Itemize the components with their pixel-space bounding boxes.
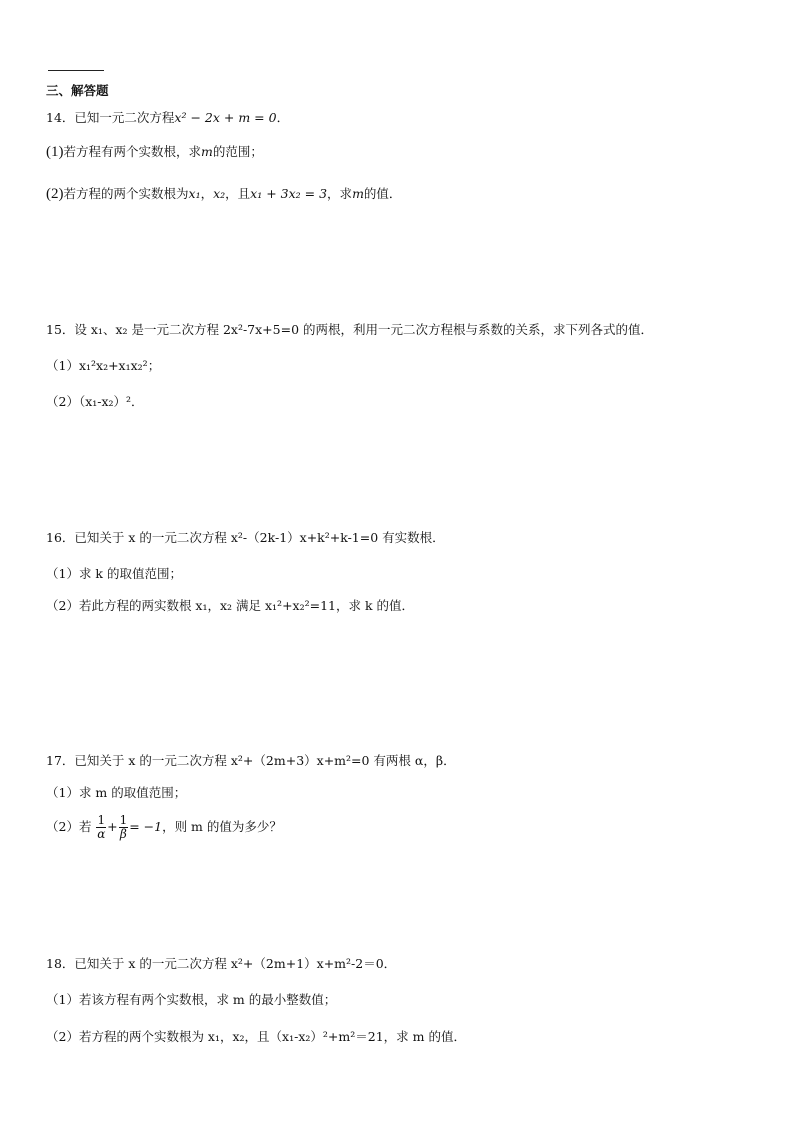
problem-number: 14． xyxy=(46,110,75,125)
fraction-denominator: α xyxy=(97,827,106,841)
fraction-numerator: 1 xyxy=(119,813,128,827)
problem-14-q2 xyxy=(46,186,401,202)
question-label: (1) xyxy=(46,144,64,160)
problem-17-stem xyxy=(46,753,456,769)
fraction-one-over-alpha xyxy=(96,814,106,841)
fraction-numerator: 1 xyxy=(97,813,106,827)
problem-text: 已知一元二次方程 xyxy=(74,110,175,125)
problem-16-q2: （2）若此方程的两实数根 x₁，x₂ 满足 x₁²+x₂²=11，求 k 的值． xyxy=(46,598,415,613)
question-text: ，且 xyxy=(225,186,251,201)
question-text: 若方程有两个实数根，求 xyxy=(63,144,202,159)
problem-text: 已知关于 x 的一元二次方程 x²-（2k-1）x+k²+k-1=0 有实数根． xyxy=(74,530,445,545)
question-text: 的范围； xyxy=(212,144,263,159)
variable: x₂ xyxy=(213,186,226,201)
variable: x₁ xyxy=(188,186,201,201)
section-title: 三、解答题 xyxy=(46,83,109,98)
problem-text: 已知关于 x 的一元二次方程 x²+（2m+1）x+m²-2＝0． xyxy=(74,956,397,971)
punctuation: ， xyxy=(200,186,214,201)
problem-18-q2: （2）若方程的两个实数根为 x₁，x₂，且（x₁-x₂）²+m²＝21，求 m 的值． xyxy=(46,1029,466,1044)
problem-number: 17． xyxy=(46,753,75,768)
top-rule xyxy=(48,70,104,71)
variable: m xyxy=(352,186,364,201)
question-text: ，则 m 的值为多少？ xyxy=(162,819,282,834)
problem-14-q1 xyxy=(46,144,263,160)
plus-sign: + xyxy=(107,819,118,834)
problem-16-q1: （1）求 k 的取值范围； xyxy=(46,566,182,581)
question-label: (2) xyxy=(46,186,64,202)
problem-text: 设 x₁、x₂ 是一元二次方程 2x²-7x+5=0 的两根，利用一元二次方程根与系数的关系，求下列各式的值． xyxy=(74,322,654,337)
problem-15-stem xyxy=(46,322,653,338)
variable: m xyxy=(201,144,213,159)
fraction-one-over-beta xyxy=(119,814,129,841)
problem-17-q2 xyxy=(46,812,282,842)
problem-text: 已知关于 x 的一元二次方程 x²+（2m+3）x+m²=0 有两根 α，β． xyxy=(74,753,456,768)
question-text: 若方程的两个实数根为 xyxy=(63,186,189,201)
problem-17-q1: （1）求 m 的取值范围； xyxy=(46,785,187,800)
problem-number: 15． xyxy=(46,322,75,337)
problem-15-q2: （2）（x₁-x₂）²． xyxy=(46,394,144,409)
question-text: （2）若 xyxy=(46,819,92,834)
punctuation: ． xyxy=(276,110,290,125)
problem-number: 16． xyxy=(46,530,75,545)
problem-18-q1: （1）若该方程有两个实数根，求 m 的最小整数值； xyxy=(46,992,337,1007)
equation: x² − 2x + m = 0 xyxy=(174,110,277,125)
equation: = −1 xyxy=(129,819,163,834)
equation: x₁ + 3x₂ = 3 xyxy=(250,186,328,201)
problem-14-stem xyxy=(46,110,289,126)
question-text: 的值． xyxy=(363,186,402,201)
fraction-denominator: β xyxy=(119,827,127,841)
problem-15-q1: （1）x₁²x₂+x₁x₂²； xyxy=(46,358,161,373)
question-text: ，求 xyxy=(327,186,353,201)
problem-number: 18． xyxy=(46,956,75,971)
problem-16-stem xyxy=(46,530,445,546)
problem-18-stem xyxy=(46,956,396,972)
